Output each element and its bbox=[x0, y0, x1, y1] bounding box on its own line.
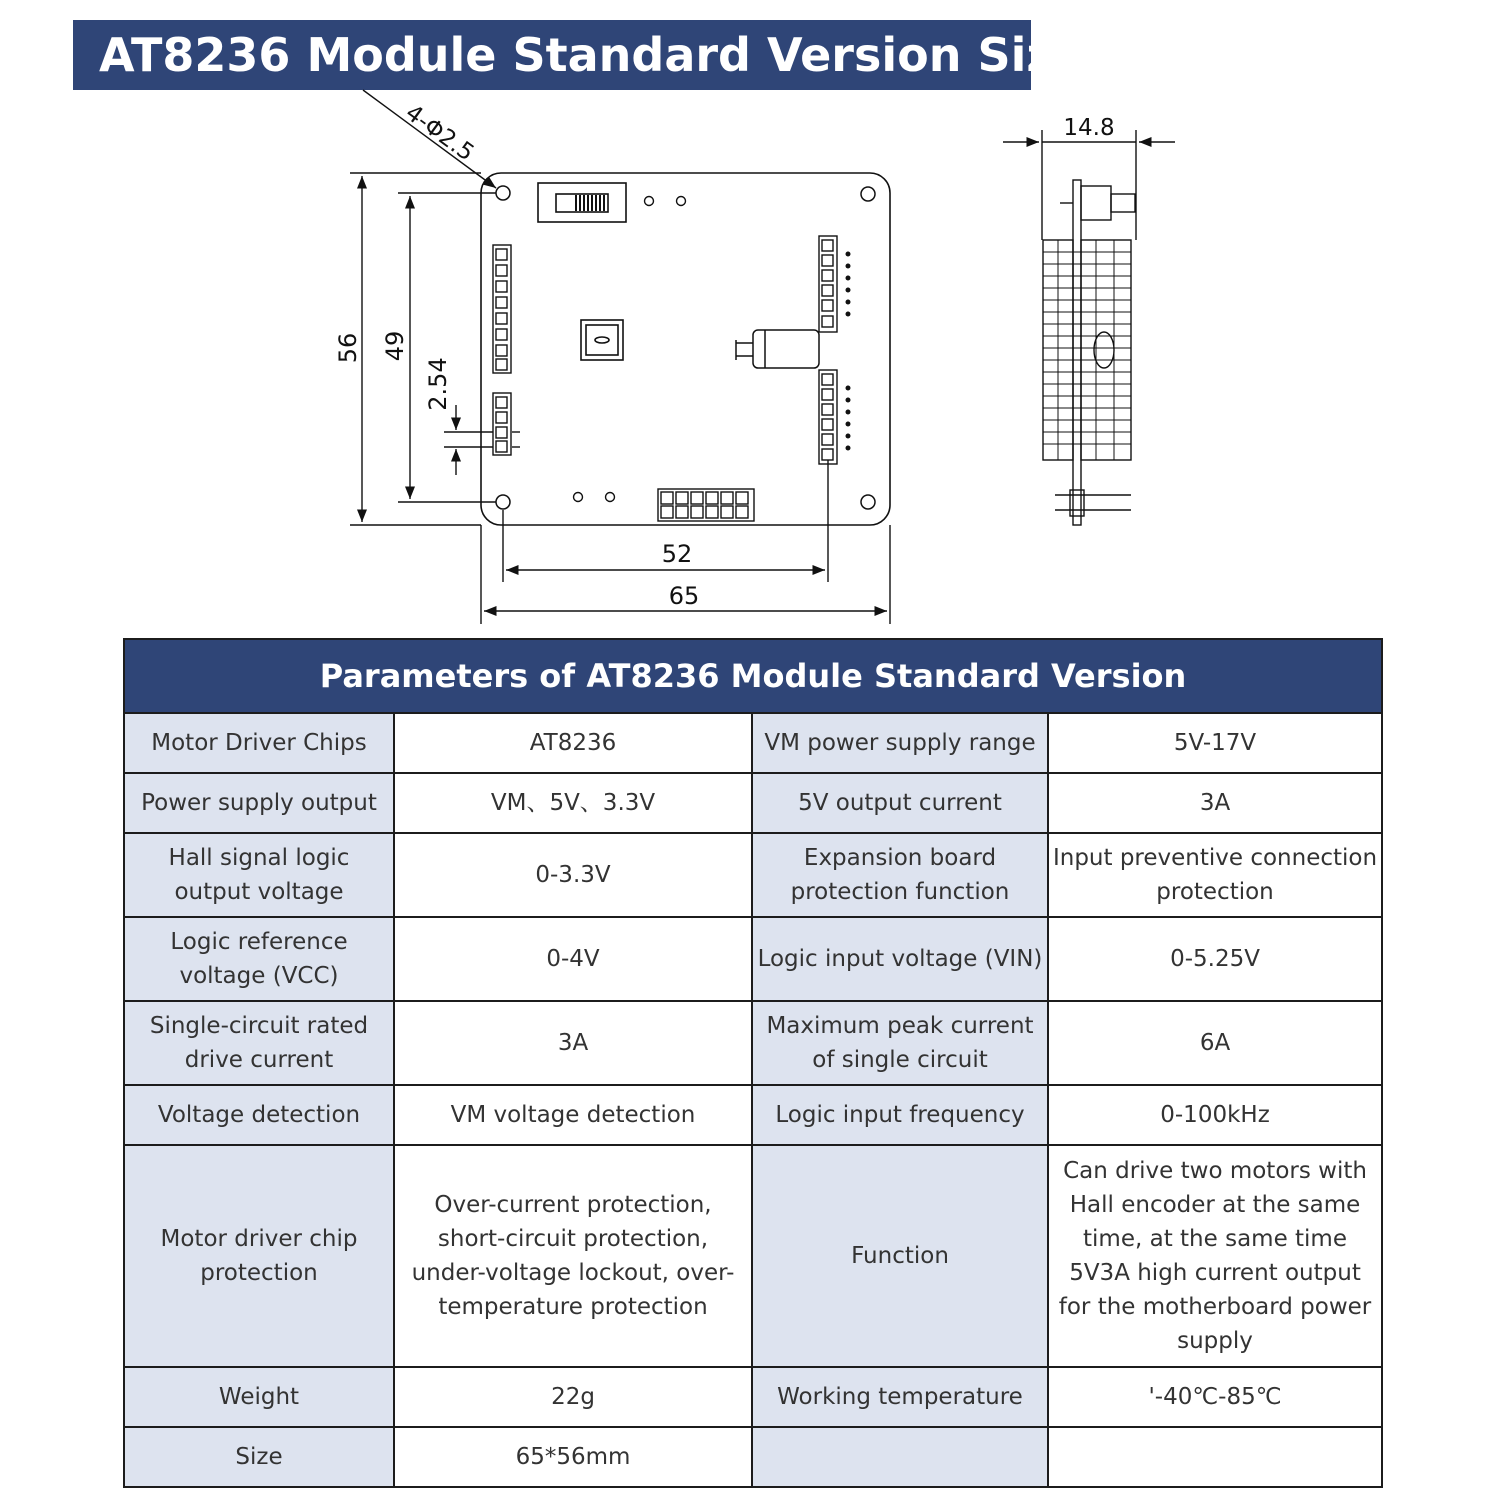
table-row bbox=[124, 1001, 1382, 1085]
param-value: Over-current protection, short-circuit protection, under-voltage lockout, over-temperature protection bbox=[394, 1145, 752, 1367]
param-label: Size bbox=[124, 1427, 394, 1487]
param-value: 0-100kHz bbox=[1048, 1085, 1382, 1145]
table-row bbox=[124, 833, 1382, 917]
param-label: Hall signal logic output voltage bbox=[124, 833, 394, 917]
param-label: Logic input voltage (VIN) bbox=[752, 917, 1048, 1001]
bottom-header-row bbox=[658, 489, 754, 521]
param-value: 0-5.25V bbox=[1048, 917, 1382, 1001]
param-label: Single-circuit rated drive current bbox=[124, 1001, 394, 1085]
param-label: Motor Driver Chips bbox=[124, 713, 394, 773]
param-label: Working temperature bbox=[752, 1367, 1048, 1427]
param-label: 5V output current bbox=[752, 773, 1048, 833]
param-value: 5V-17V bbox=[1048, 713, 1382, 773]
dim-width-inner-label: 52 bbox=[661, 540, 693, 568]
table-row bbox=[124, 917, 1382, 1001]
param-value: 0-4V bbox=[394, 917, 752, 1001]
param-value: 22g bbox=[394, 1367, 752, 1427]
param-label: Logic input frequency bbox=[752, 1085, 1048, 1145]
page-title-banner: AT8236 Module Standard Version Size bbox=[73, 20, 1031, 90]
param-label bbox=[752, 1427, 1048, 1487]
table-row bbox=[124, 773, 1382, 833]
right-header-top bbox=[819, 236, 837, 332]
small-pads bbox=[574, 197, 686, 502]
dim-pitch-label: 2.54 bbox=[424, 357, 452, 411]
param-label: Function bbox=[752, 1145, 1048, 1367]
param-value: 3A bbox=[1048, 773, 1382, 833]
table-row bbox=[124, 1367, 1382, 1427]
param-label: Voltage detection bbox=[124, 1085, 394, 1145]
dim-width-outer-label: 65 bbox=[668, 582, 700, 610]
table-row bbox=[124, 713, 1382, 773]
param-value: AT8236 bbox=[394, 713, 752, 773]
param-label: Motor driver chip protection bbox=[124, 1145, 394, 1367]
param-value: 3A bbox=[394, 1001, 752, 1085]
dim-side-thickness-label: 14.8 bbox=[1063, 115, 1115, 141]
dimension-lines bbox=[350, 90, 890, 624]
dim-height-inner-label: 49 bbox=[381, 330, 409, 362]
capacitor bbox=[736, 330, 819, 368]
dim-height-outer-label: 56 bbox=[334, 332, 362, 364]
dimension-drawing bbox=[0, 0, 1500, 640]
param-value: VM、5V、3.3V bbox=[394, 773, 752, 833]
table-row bbox=[124, 1145, 1382, 1367]
param-label: Expansion board protection function bbox=[752, 833, 1048, 917]
power-switch bbox=[538, 183, 626, 222]
param-value: Can drive two motors with Hall encoder at the same time, at the same time 5V3A high current output for the motherboard power supply bbox=[1048, 1145, 1382, 1367]
hole-callout-label: 4-Φ2.5 bbox=[400, 99, 479, 167]
param-value bbox=[1048, 1427, 1382, 1487]
table-row bbox=[124, 1085, 1382, 1145]
right-header-bottom bbox=[819, 370, 837, 464]
param-value: 0-3.3V bbox=[394, 833, 752, 917]
param-value: VM voltage detection bbox=[394, 1085, 752, 1145]
param-label: Weight bbox=[124, 1367, 394, 1427]
table-row bbox=[124, 1427, 1382, 1487]
driver-chip bbox=[581, 320, 623, 360]
param-label: Logic reference voltage (VCC) bbox=[124, 917, 394, 1001]
param-label: Maximum peak current of single circuit bbox=[752, 1001, 1048, 1085]
param-value: '-40℃-85℃ bbox=[1048, 1367, 1382, 1427]
param-label: Power supply output bbox=[124, 773, 394, 833]
left-header-bottom bbox=[493, 393, 520, 455]
mounting-holes bbox=[496, 186, 875, 509]
param-label: VM power supply range bbox=[752, 713, 1048, 773]
left-header-top bbox=[493, 245, 511, 373]
table-header-row bbox=[124, 639, 1382, 713]
table-title: Parameters of AT8236 Module Standard Version bbox=[124, 639, 1382, 713]
param-value: 6A bbox=[1048, 1001, 1382, 1085]
parameters-table bbox=[123, 638, 1383, 1488]
right-header-dots bbox=[846, 252, 851, 451]
side-view bbox=[1003, 130, 1175, 525]
param-value: 65*56mm bbox=[394, 1427, 752, 1487]
param-value: Input preventive connection protection bbox=[1048, 833, 1382, 917]
